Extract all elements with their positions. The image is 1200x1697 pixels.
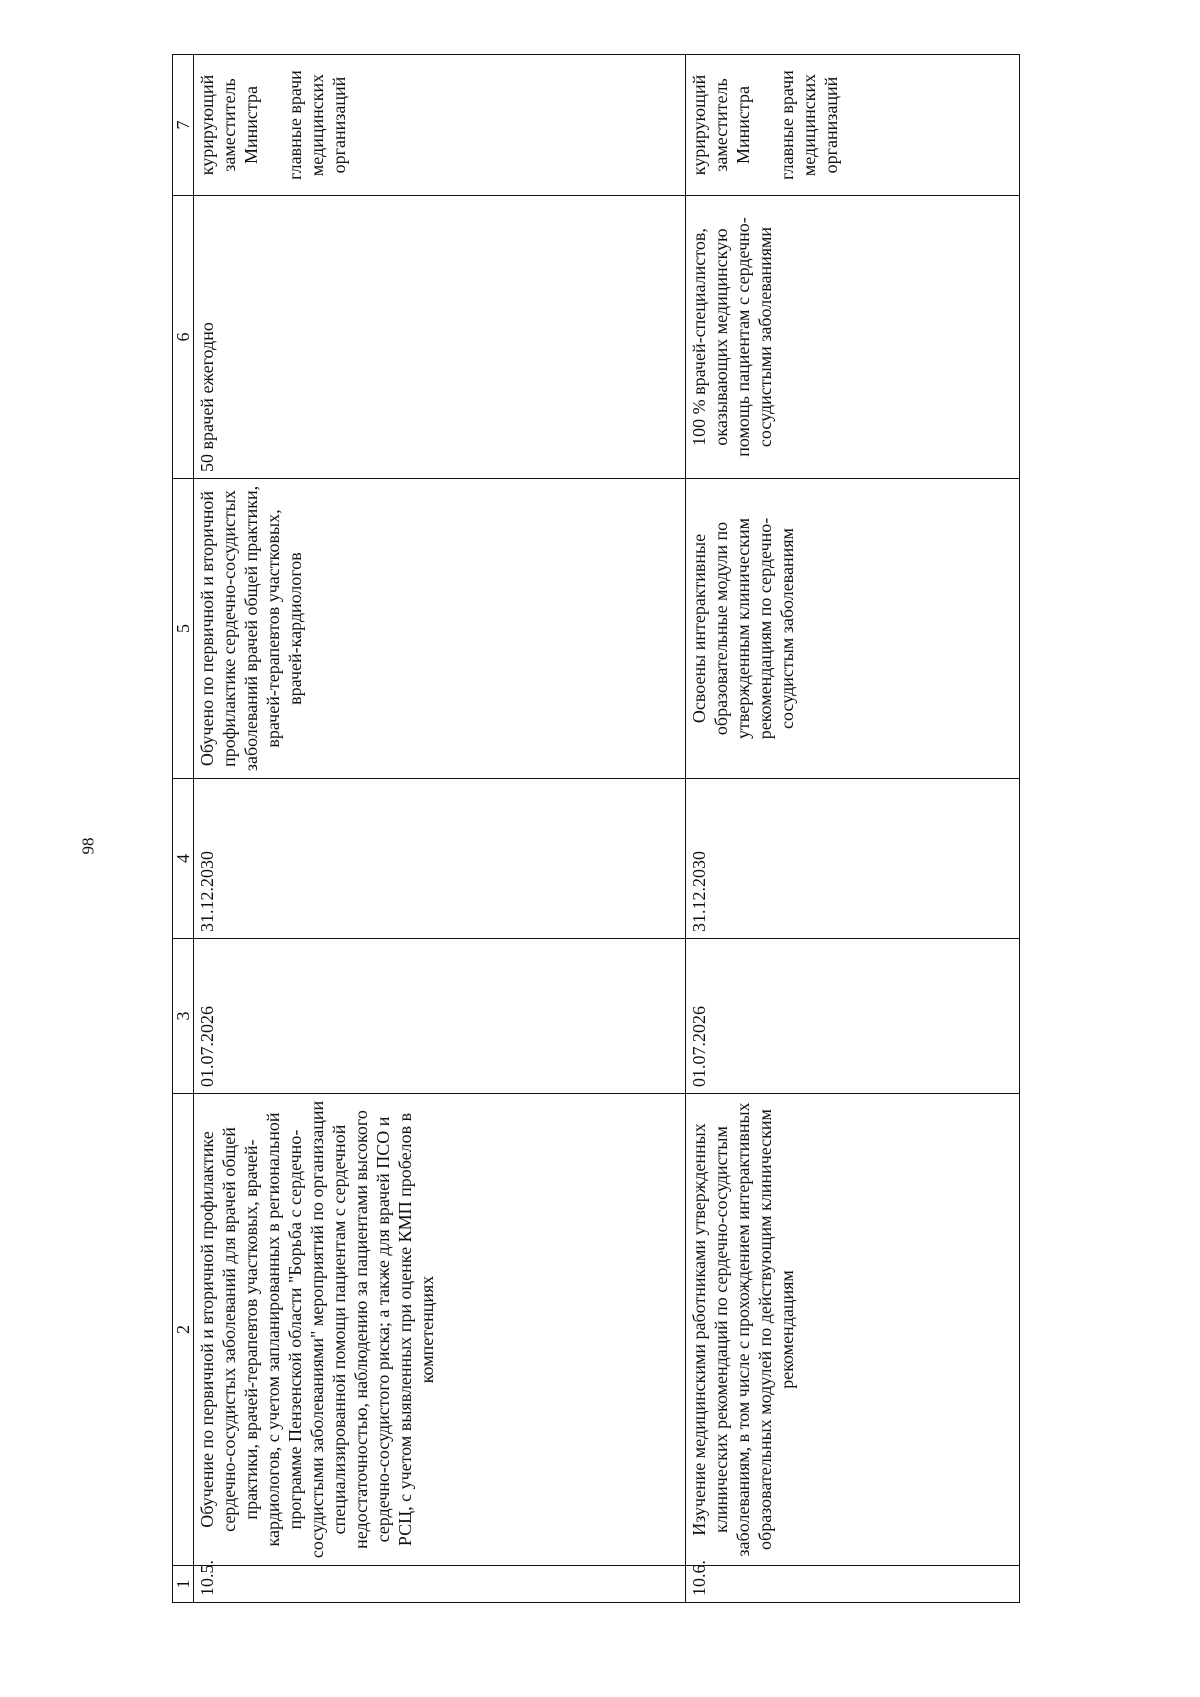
expected-result: Освоены интерактивные образовательные модули по утвержденным клиническим рекомендациям по сердечно-сосудистым заболеваниям	[686, 479, 1020, 779]
expected-result: Обучено по первичной и вторичной профилактике сердечно-сосудистых заболеваний врачей общей практики, врачей-терапевтов участковых, врачей-кардиологов	[194, 479, 686, 779]
page-number-text: 98	[78, 837, 97, 855]
indicator-value: 50 врачей ежегодно	[194, 196, 686, 479]
header-row	[173, 55, 194, 1603]
end-date: 31.12.2030	[686, 779, 1020, 939]
end-date: 31.12.2030	[194, 779, 686, 939]
table-row	[194, 55, 686, 1603]
responsible-deputy: курирующий заместитель Министра	[197, 74, 261, 176]
page-number	[78, 826, 98, 866]
row-number: 10.6.	[686, 1566, 1020, 1603]
activity-description: Изучение медицинскими работниками утвержденных клинических рекомендаций по сердечно-сосудистым заболеваниям, в том числе с прохождением интерактивных образовательных модулей по действующим клиническим рекомендациям	[686, 1094, 1020, 1566]
start-date: 01.07.2026	[194, 939, 686, 1094]
header-col-6: 6	[173, 196, 194, 479]
plan-table	[172, 54, 1020, 1603]
responsible-chief-doctors: главные врачи медицинских организаций	[285, 70, 349, 180]
responsible-deputy: курирующий заместитель Министра	[689, 74, 753, 176]
responsible-persons	[194, 55, 686, 196]
header-col-7: 7	[173, 55, 194, 196]
row-number: 10.5.	[194, 1566, 686, 1603]
activity-description: Обучение по первичной и вторичной профилактике сердечно-сосудистых заболеваний для врачей общей практики, врачей-терапевтов участковых, врачей-кардиологов, с учетом запланированных в региональной программе Пензенской области "Борьба с сердечно-сосудистыми заболеваниями" мероприятий по организации специализированной помощи пациентам с сердечной недостаточностью, наблюдению за пациентами высокого сердечно-сосудистого риска; а также для врачей ПСО и РСЦ, с учетом выявленных при оценке КМП пробелов в компетенциях	[194, 1094, 686, 1566]
header-col-3: 3	[173, 939, 194, 1094]
rotated-table-container	[172, 55, 1020, 1603]
responsible-persons	[686, 55, 1020, 196]
header-col-1: 1	[173, 1566, 194, 1603]
table-row	[686, 55, 1020, 1603]
header-col-5: 5	[173, 479, 194, 779]
indicator-value: 100 % врачей-специалистов, оказывающих медицинскую помощь пациентам с сердечно-сосудистыми заболеваниями	[686, 196, 1020, 479]
start-date: 01.07.2026	[686, 939, 1020, 1094]
header-col-2: 2	[173, 1094, 194, 1566]
header-col-4: 4	[173, 779, 194, 939]
responsible-chief-doctors: главные врачи медицинских организаций	[777, 70, 841, 180]
